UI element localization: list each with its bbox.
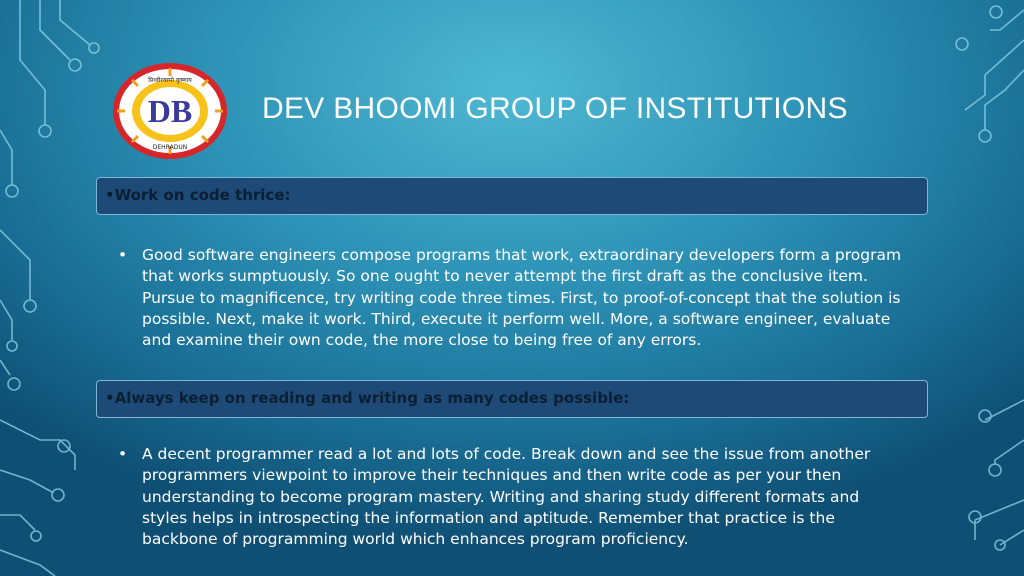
section-heading-bar [96, 380, 928, 418]
bullet-marker: • [118, 445, 128, 463]
institution-logo [112, 62, 228, 160]
section-heading: •Always keep on reading and writing as many codes possible: [105, 389, 630, 407]
paragraph-text: Good software engineers compose programs that work, extraordinary developers form a program that works sumptuously. So one ought to never attempt the first draft as the conclusive item. Pursue to magnificence, try writing code three times. First, to proof-of-concept that the solution is possible. Next, make it work. Third, execute it perform well. More, a software engineer, evaluate and examine their own code, the more close to being free of any errors. [142, 246, 902, 350]
paragraph-text: A decent programmer read a lot and lots of code. Break down and see the issue from another programmers viewpoint to improve their techniques and then write code as per your then understanding to become program mastery. Writing and sharing study different formats and styles helps in introspecting the information and aptitude. Remember that practice is the backbone of programming world which enhances program proficiency. [142, 445, 871, 549]
logo-bottom-text: DEHRADUN [152, 144, 188, 151]
logo-monogram: DB [147, 93, 193, 129]
bullet-paragraph [118, 444, 908, 550]
bullet-marker: • [118, 246, 128, 264]
logo-top-text: प्रिथ्वीश्वरमो कृष्णाय [148, 77, 192, 84]
bullet-paragraph [118, 245, 908, 351]
section-heading-bar [96, 177, 928, 215]
section-heading: •Work on code thrice: [105, 186, 291, 204]
slide-title: DEV BHOOMI GROUP OF INSTITUTIONS [262, 92, 848, 125]
